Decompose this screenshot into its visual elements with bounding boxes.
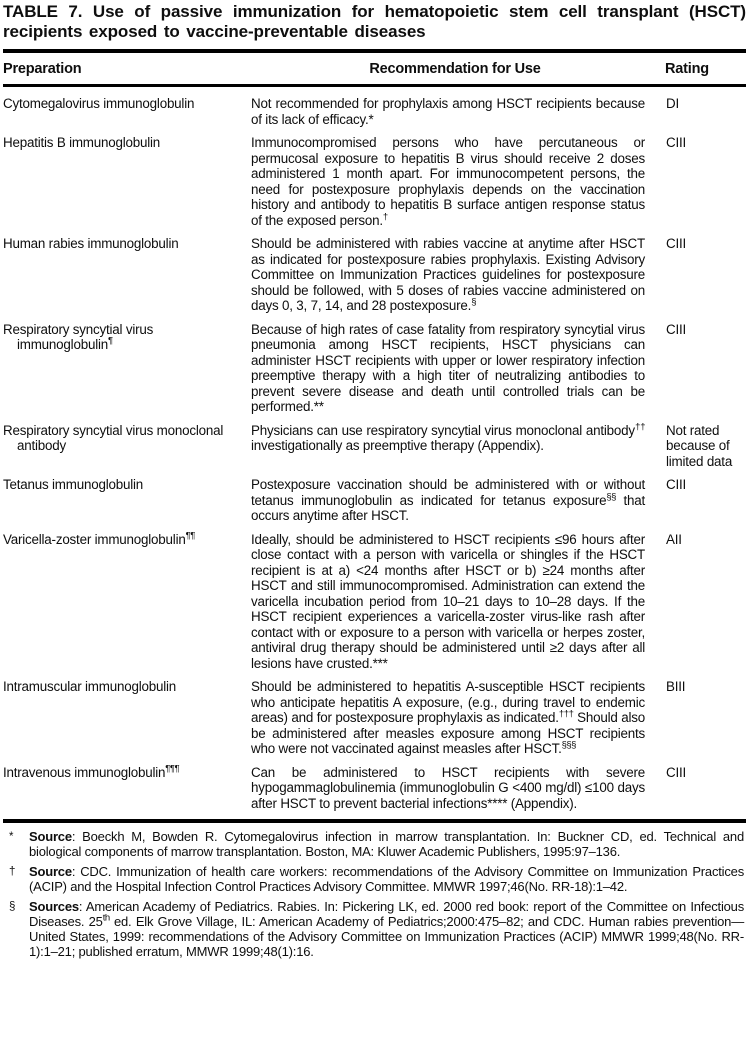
preparation-cell: Intravenous immunoglobulin¶¶¶	[3, 763, 180, 780]
footnote-body: : Boeckh M, Bowden R. Cytomegalovirus infection in marrow transplantation. In: Buckner CD, ed. Technical and biological components of marrow transplantation. Boston, MA: Kluwer Academic Publishers, 1995:97–136.	[29, 829, 744, 859]
preparation-cell: Respiratory syncytial virus immunoglobulin¶	[3, 321, 154, 352]
footnote-text	[29, 864, 744, 894]
footnote-body: : American Academy of Pediatrics. Rabies. In: Pickering LK, ed. 2000 red book: report of the Committee on Infectious Diseases. 25th ed. Elk Grove Village, IL: American Academy of Pediatrics;2000:475–82; and CDC. Human rabies prevention—United States, 1999: recommendations of the Advisory Committee on Immunization Practices (ACIP) MMWR 1999;48(No. RR-1):1–21; published erratum, MMWR 1999;48(1):16.	[29, 899, 744, 959]
table-row	[3, 423, 746, 470]
rating-cell: CIII	[666, 321, 687, 337]
recommendation-cell: Because of high rates of case fatality from respiratory syncytial virus pneumonia among HSCT recipients, HSCT physicians can administer HSCT recipients with upper or lower respiratory infection preemptive therapy with a high titer of neutralizing antibodies to prevent severe disease and death until controlled trials can be performed.**	[251, 321, 645, 414]
table-row	[3, 135, 746, 228]
footnote-label: Sources	[29, 899, 79, 914]
recommendation-cell: Physicians can use respiratory syncytial virus monoclonal antibody†† investigationally as preemptive therapy (Appendix).	[251, 421, 645, 453]
preparation-cell: Hepatitis B immunoglobulin	[3, 135, 161, 150]
rating-cell: BIII	[666, 679, 686, 694]
footnote-symbol: †	[9, 866, 16, 878]
rating-cell: CIII	[666, 477, 687, 492]
rating-cell: CIII	[666, 236, 687, 251]
table-row	[3, 236, 746, 314]
footnote-body: : CDC. Immunization of health care workers: recommendations of the Advisory Committee on Immunization Practices (ACIP) and the Hospital Infection Control Practices Advisory Committee. MMWR 1997;46(No. RR-18):1–42.	[29, 864, 744, 894]
preparation-cell: Respiratory syncytial virus monoclonal antibody	[3, 422, 224, 453]
footnote-item	[9, 899, 744, 959]
footnotes-section	[3, 823, 746, 959]
footnote-text	[29, 899, 744, 959]
table-row	[3, 679, 746, 757]
recommendation-cell: Not recommended for prophylaxis among HSCT recipients because of its lack of efficacy.*	[251, 96, 645, 127]
footnote-label: Source	[29, 829, 72, 844]
table-body	[3, 87, 746, 811]
footnote-symbol: §	[9, 901, 16, 913]
page-title: TABLE 7. Use of passive immunization for hematopoietic stem cell transplant (HSCT) recipients exposed to vaccine-preventable diseases	[3, 2, 746, 41]
preparation-cell: Varicella-zoster immunoglobulin¶¶	[3, 530, 195, 547]
table-header-row	[3, 53, 746, 84]
column-header-rating: Rating	[665, 61, 709, 77]
column-header-recommendation: Recommendation for Use	[369, 61, 541, 77]
column-header-preparation: Preparation	[3, 61, 82, 77]
table-row	[3, 765, 746, 812]
rating-cell: AII	[666, 531, 682, 547]
recommendation-cell: Should be administered to hepatitis A-susceptible HSCT recipients who anticipate hepatitis A exposure, (e.g., during travel to endemic areas) and for postexposure prophylaxis as indicated.††† Should also be administered after measles exposure among HSCT recipients who were not vaccinated against measles after HSCT.§§§	[251, 679, 645, 756]
footnote-item	[9, 829, 744, 859]
recommendation-cell: Can be administered to HSCT recipients with severe hypogammaglobulinemia (immunoglobulin G <400 mg/dl) ≤100 days after HSCT to prevent bacterial infections**** (Appendix).	[251, 764, 645, 811]
footnote-text	[29, 829, 744, 859]
rating-cell: CIII	[666, 764, 687, 780]
footnote-label: Source	[29, 864, 72, 879]
recommendation-cell: Should be administered with rabies vaccine at anytime after HSCT as indicated for postexposure rabies prophylaxis. Existing Advisory Committee on Immunization Practices guidelines for postexposure should be followed, with 5 doses of rabies vaccine administered on days 0, 3, 7, 14, and 28 postexposure.§	[251, 236, 645, 313]
footnote-item	[9, 864, 744, 894]
recommendation-cell: Ideally, should be administered to HSCT recipients ≤96 hours after close contact with a person with varicella or shingles if the HSCT recipient is at a) <24 months after HSCT or b) ≥24 months after HSCT and still immunocompromised. Administration can extend the varicella incubation period from 10–21 days to 10–28 days. If the HSCT recipient experiences a varicella-zoster virus-like rash after contact with or exposure to a person with varicella or herpes zoster, antiviral drug therapy should be administered until ≥2 days after all lesions have crusted.***	[251, 531, 645, 671]
recommendation-cell: Immunocompromised persons who have percutaneous or permucosal exposure to hepatitis B virus should receive 2 doses administered 1 month apart. For immunocompetent persons, the need for postexposure prophylaxis depends on the vaccination history and antibody to hepatitis B surface antigen response status of the exposed person.†	[251, 135, 645, 228]
recommendation-cell: Postexposure vaccination should be administered with or without tetanus immunoglobulin as indicated for tetanus exposure§§ that occurs anytime after HSCT.	[251, 477, 645, 523]
table-row	[3, 96, 746, 127]
rating-cell: DI	[666, 96, 679, 111]
table-row	[3, 322, 746, 415]
preparation-cell: Tetanus immunoglobulin	[3, 477, 144, 492]
rating-cell: CIII	[666, 135, 687, 150]
preparation-cell: Intramuscular immunoglobulin	[3, 679, 177, 694]
table-row	[3, 477, 746, 524]
rating-cell: Not rated because of limited data	[666, 422, 733, 469]
footnote-symbol: *	[9, 831, 14, 843]
table-row	[3, 532, 746, 672]
preparation-cell: Cytomegalovirus immunoglobulin	[3, 96, 195, 111]
preparation-cell: Human rabies immunoglobulin	[3, 236, 179, 251]
